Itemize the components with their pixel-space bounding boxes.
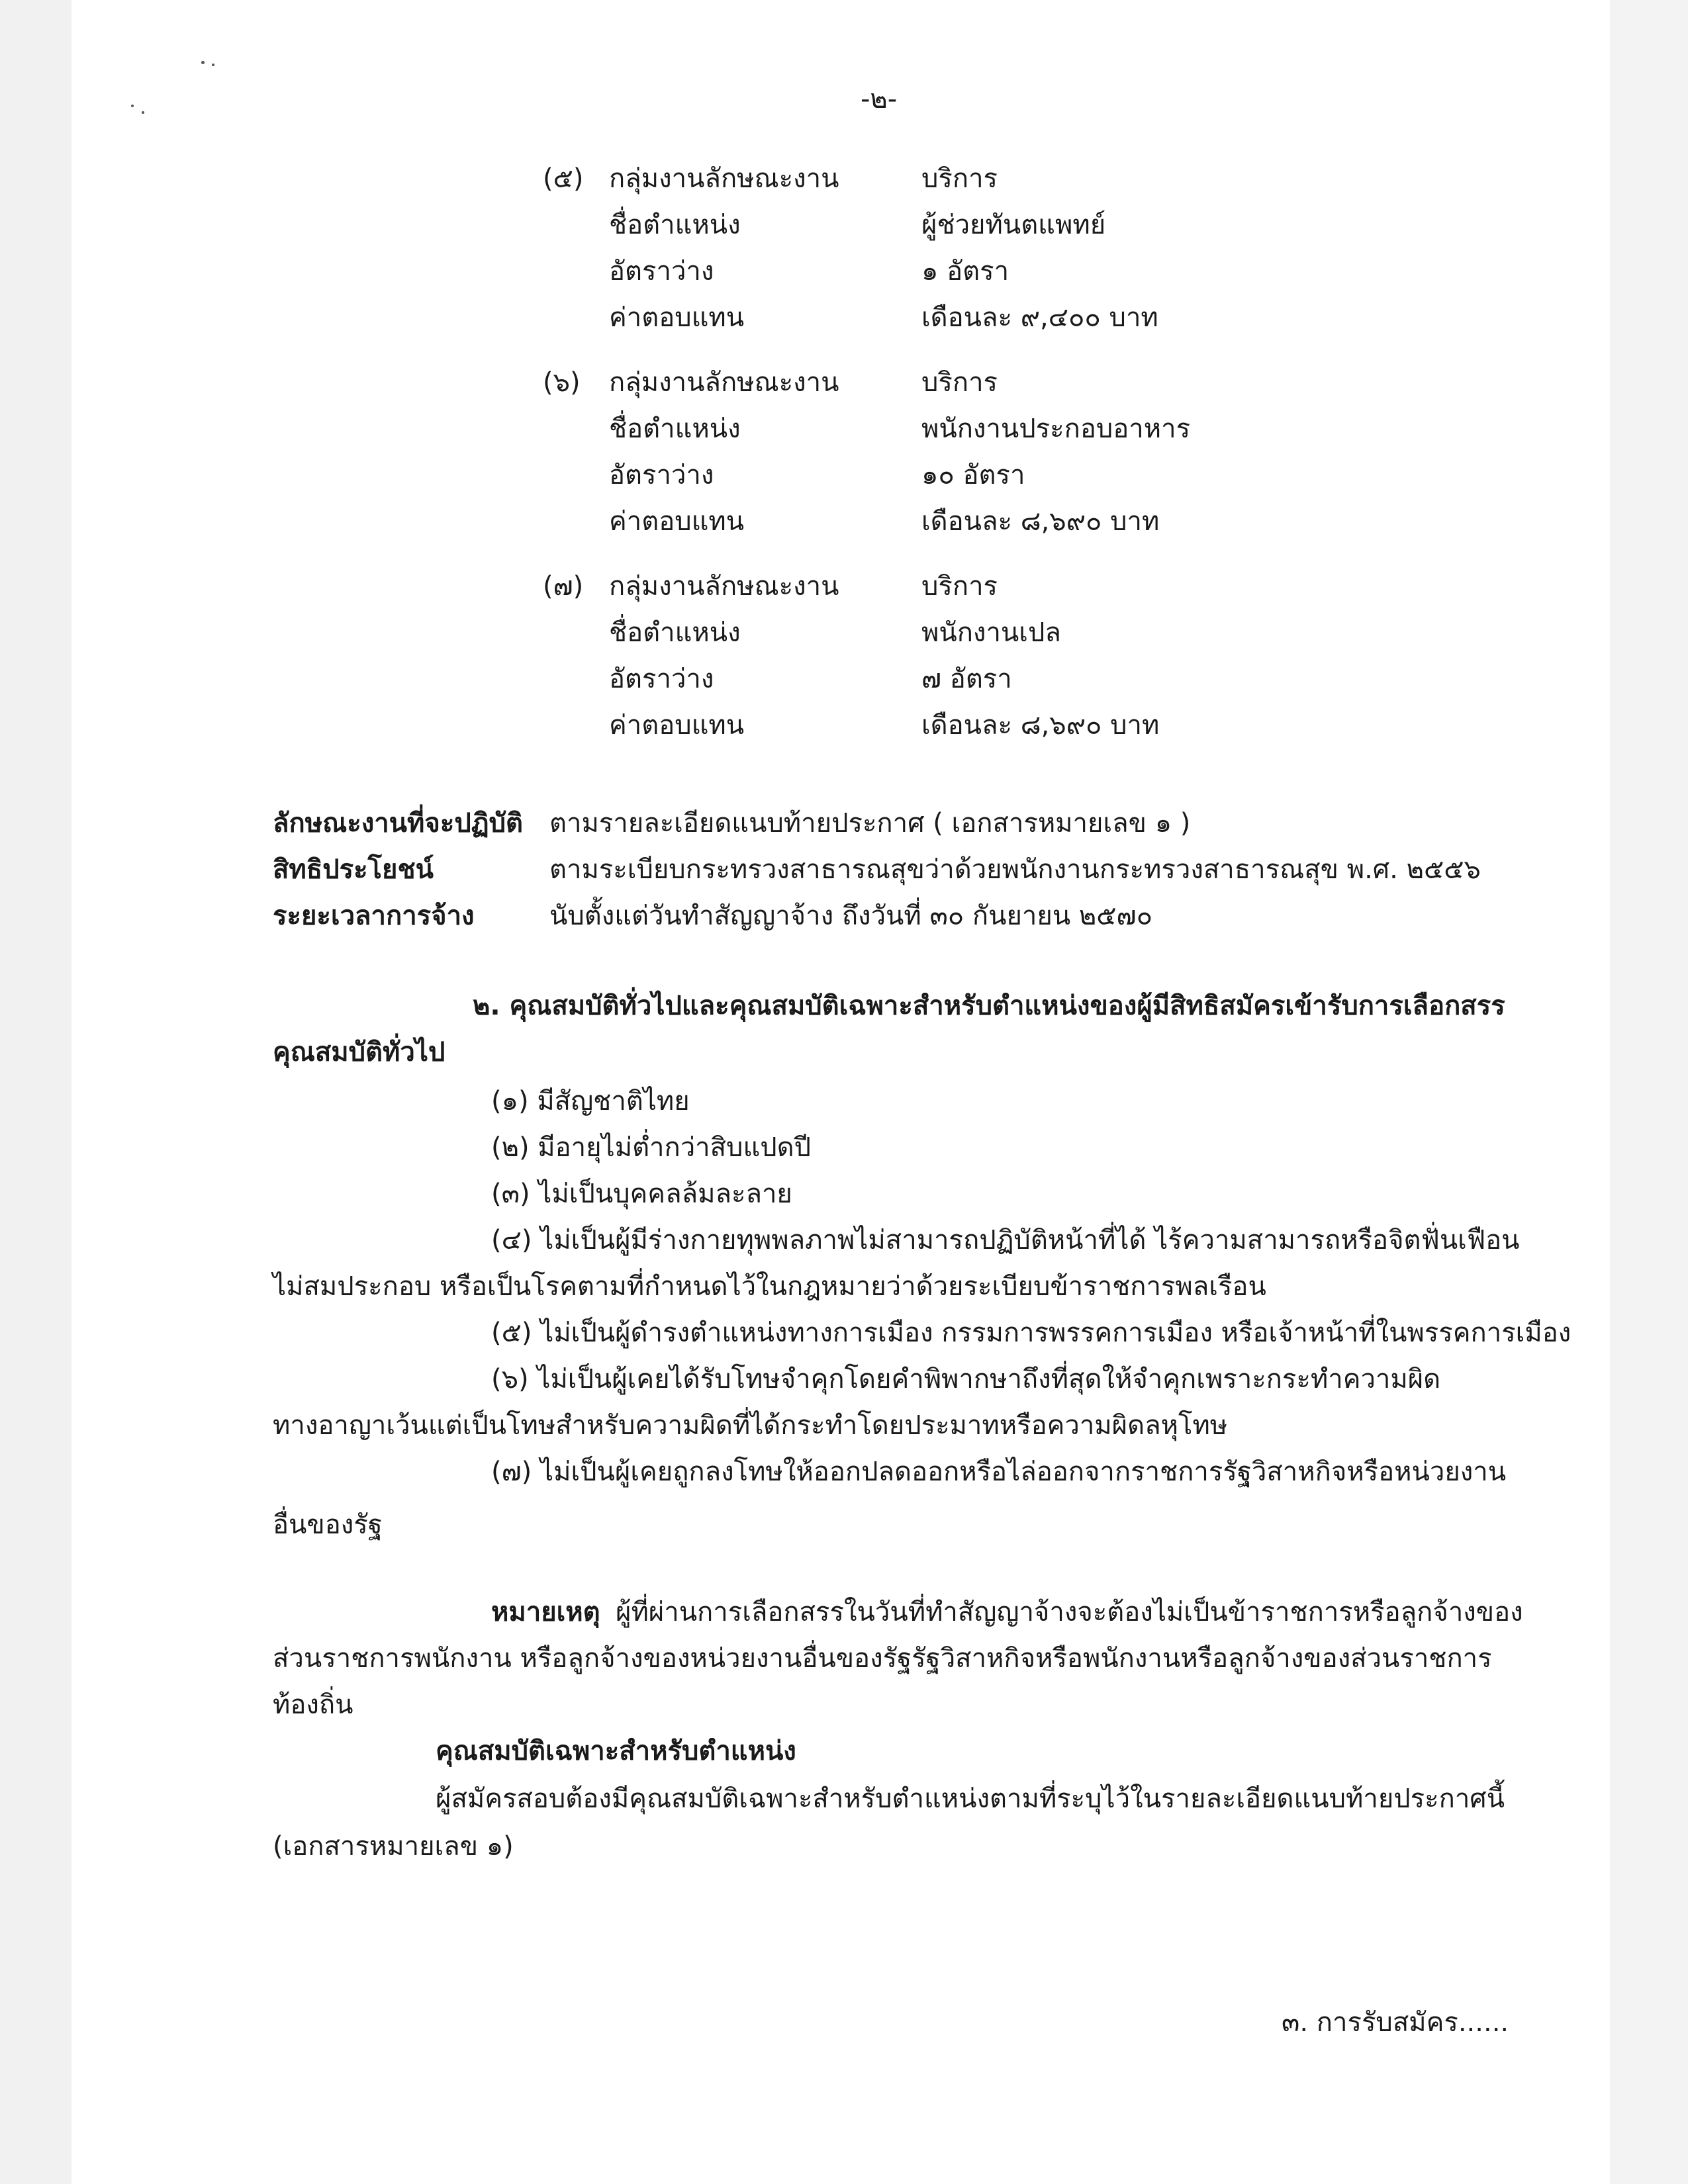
qualification-item-continued: ทางอาญาเว้นแต่เป็นโทษสำหรับความผิดที่ได้กระทำโดยประมาทหรือความผิดลหุโทษ: [273, 1410, 1228, 1441]
pay-value: เดือนละ ๘,๖๙๐ บาท: [921, 710, 1160, 741]
employment-period-value: นับตั้งแต่วันทำสัญญาจ้าง ถึงวันที่ ๓๐ กันยายน ๒๕๗๐: [549, 901, 1153, 931]
page-number: -๒-: [861, 84, 898, 114]
benefits-label: สิทธิประโยชน์: [273, 854, 434, 885]
vacancy-label: อัตราว่าง: [609, 460, 714, 490]
qualification-item: (๓) ไม่เป็นบุคคลล้มละลาย: [491, 1179, 792, 1209]
title-value: พนักงานประกอบอาหาร: [921, 414, 1191, 444]
pay-value: เดือนละ ๙,๔๐๐ บาท: [921, 302, 1158, 333]
benefits-value: ตามระเบียบกระทรวงสาธารณสุขว่าด้วยพนักงานกระทรวงสาธารณสุข พ.ศ. ๒๕๕๖: [549, 854, 1481, 885]
duties-label: ลักษณะงานที่จะปฏิบัติ: [273, 808, 523, 839]
vacancy-value: ๗ อัตรา: [921, 664, 1012, 694]
qualification-item-continued: ไม่สมประกอบ หรือเป็นโรคตามที่กำหนดไว้ในกฎหมายว่าด้วยระเบียบข้าราชการพลเรือน: [273, 1271, 1266, 1302]
scan-margin-left: [0, 0, 71, 2184]
scan-margin-right: [1610, 0, 1688, 2184]
group-value: บริการ: [921, 367, 998, 398]
title-label: ชื่อตำแหน่ง: [609, 210, 741, 240]
qualification-item: (๔) ไม่เป็นผู้มีร่างกายทุพพลภาพไม่สามารถปฏิบัติหน้าที่ได้ ไร้ความสามารถหรือจิตฟั่นเฟือน: [491, 1225, 1520, 1255]
note-text: ท้องถิ่น: [273, 1690, 353, 1720]
scan-speck: [201, 61, 205, 64]
employment-period-label: ระยะเวลาการจ้าง: [273, 901, 475, 931]
title-label: ชื่อตำแหน่ง: [609, 617, 741, 648]
next-page-continuation: ๓. การรับสมัคร......: [1282, 2007, 1509, 2038]
pay-value: เดือนละ ๘,๖๙๐ บาท: [921, 506, 1160, 537]
duties-value: ตามรายละเอียดแนบท้ายประกาศ ( เอกสารหมายเลข ๑ ): [549, 808, 1191, 839]
qualification-item: (๗) ไม่เป็นผู้เคยถูกลงโทษให้ออกปลดออกหรือไล่ออกจากราชการรัฐวิสาหกิจหรือหน่วยงาน: [491, 1457, 1507, 1487]
position-number: (๗): [543, 571, 584, 602]
qualification-item: (๑) มีสัญชาติไทย: [491, 1086, 690, 1116]
note-label: หมายเหตุ: [491, 1597, 600, 1627]
title-value: พนักงานเปล: [921, 617, 1061, 648]
vacancy-value: ๑๐ อัตรา: [921, 460, 1025, 490]
scan-speck: [212, 64, 214, 66]
title-label: ชื่อตำแหน่ง: [609, 414, 741, 444]
position-number: (๕): [543, 163, 584, 194]
general-qualifications-heading: คุณสมบัติทั่วไป: [273, 1037, 445, 1068]
specific-qualifications-heading: คุณสมบัติเฉพาะสำหรับตำแหน่ง: [436, 1736, 796, 1766]
note-text: ผู้ที่ผ่านการเลือกสรรในวันที่ทำสัญญาจ้างจะต้องไม่เป็นข้าราชการหรือลูกจ้างของ: [616, 1597, 1523, 1627]
note-text: ส่วนราชการพนักงาน หรือลูกจ้างของหน่วยงานอื่นของรัฐรัฐวิสาหกิจหรือพนักงานหรือลูกจ้างของส่วนราชการ: [273, 1643, 1492, 1674]
scan-speck: [142, 111, 144, 114]
title-value: ผู้ช่วยทันตแพทย์: [921, 210, 1106, 240]
pay-label: ค่าตอบแทน: [609, 506, 745, 537]
qualification-item: (๕) ไม่เป็นผู้ดำรงตำแหน่งทางการเมือง กรรมการพรรคการเมือง หรือเจ้าหน้าที่ในพรรคการเมือง: [491, 1318, 1571, 1348]
vacancy-label: อัตราว่าง: [609, 664, 714, 694]
pay-label: ค่าตอบแทน: [609, 302, 745, 333]
group-label: กลุ่มงานลักษณะงาน: [609, 163, 839, 194]
qualification-item-continued: อื่นของรัฐ: [273, 1510, 383, 1540]
qualification-item: (๒) มีอายุไม่ต่ำกว่าสิบแปดปี: [491, 1132, 811, 1163]
qualification-item: (๖) ไม่เป็นผู้เคยได้รับโทษจำคุกโดยคำพิพากษาถึงที่สุดให้จำคุกเพราะกระทำความผิด: [491, 1364, 1441, 1394]
vacancy-label: อัตราว่าง: [609, 256, 714, 287]
scan-speck: [131, 105, 134, 107]
group-label: กลุ่มงานลักษณะงาน: [609, 367, 839, 398]
position-number: (๖): [543, 367, 581, 398]
pay-label: ค่าตอบแทน: [609, 710, 745, 741]
group-label: กลุ่มงานลักษณะงาน: [609, 571, 839, 602]
group-value: บริการ: [921, 163, 998, 194]
group-value: บริการ: [921, 571, 998, 602]
vacancy-value: ๑ อัตรา: [921, 256, 1009, 287]
specific-qualifications-text: (เอกสารหมายเลข ๑): [273, 1831, 514, 1862]
section-2-heading: ๒. คุณสมบัติทั่วไปและคุณสมบัติเฉพาะสำหรับตำแหน่งของผู้มีสิทธิสมัครเข้ารับการเลือกสรร: [473, 991, 1505, 1021]
specific-qualifications-text: ผู้สมัครสอบต้องมีคุณสมบัติเฉพาะสำหรับตำแหน่งตามที่ระบุไว้ในรายละเอียดแนบท้ายประกาศนี้: [436, 1784, 1505, 1814]
